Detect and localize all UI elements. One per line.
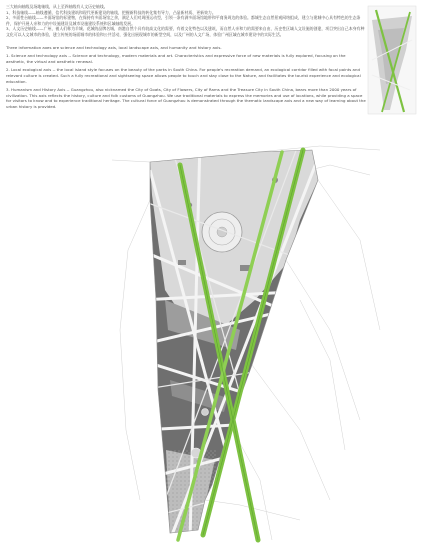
chinese-intro-item-1: 1、科技轴线——轴线遵循，信代科技建筑和现代更新建设的轴线，把握新科技的转化集有导力，凸显新材质、更新效力。 — [6, 9, 216, 15]
english-item-3: 3. Humanism and History Axis -- Guangzhou, also nicknamed the City of Goats, City of Flowers, City of Rams and the Treasure City in South China, bears more than 2000 years of civilization. This axis reflects the history, culture and folk customs of Guangzhou. We use traditional materials to express the memories and use of locations, while providing a space for visitors to know and to experience traditional heritage. The cultural force of Guangzhou is demonstrated through the thematic landscape axis and a new way of learning about the urban history is provided. — [6, 87, 366, 109]
english-item-1: 1. Science and technology axis -- Science and technology, modern materials and art. Characteristics and expressive force of new materials is fully explored, focusing on the aesthetic, the virtual and aesthetic renewal. — [6, 53, 346, 64]
chinese-intro-heading: 三大轴向轴线及场地轴线，从上至四轴线有人文历史轴线。 — [6, 4, 108, 9]
site-plan — [140, 140, 330, 540]
key-plan — [368, 6, 416, 114]
chinese-intro-item-3: 3、人文历史轴线——广州，被人们称为羊城、花城的品牌名城，南港自然个具有较高文化的需要，有着文化特色以及建筑，而自然人亲和力的需要来自由，历史性区域人文设施的创建，项目突出自己本身有种文化可以人文城市的体验，建立传统的场面城市的体验和公共活动，强化出展现城市的新型空间，以及广州的人文广场，体验广州区域在城市建设中的实际生活。 — [6, 26, 365, 37]
chinese-intro-item-2: 2、多面性台轴线——多面场馆的标建物，在保持有多面场馆之余，满足人们对周围运动型，引领一条有满多面场馆地带和平商务周边的体验。都城生态自然景观网络组成，建立与建城中心具有特色的生态条件，保护开展人亲和力的中设施建设及城市设施建设系统和区域轴线发展。 — [6, 15, 361, 26]
english-heading: Three information axes are science and technology axis, local landscape axis, and humanity and history axis. — [6, 44, 222, 50]
english-item-2: 2. Local ecological axis -- the local island style focuses on the beauty of the parks in South China. For people's recreation demand, an ecological corridor filled with focal points and relevant culture is created. Such a fully recreational and sightseeing space allows people to touch and stay close to the Nature, and facilitates the tourist experience and ecological education. — [6, 67, 361, 84]
